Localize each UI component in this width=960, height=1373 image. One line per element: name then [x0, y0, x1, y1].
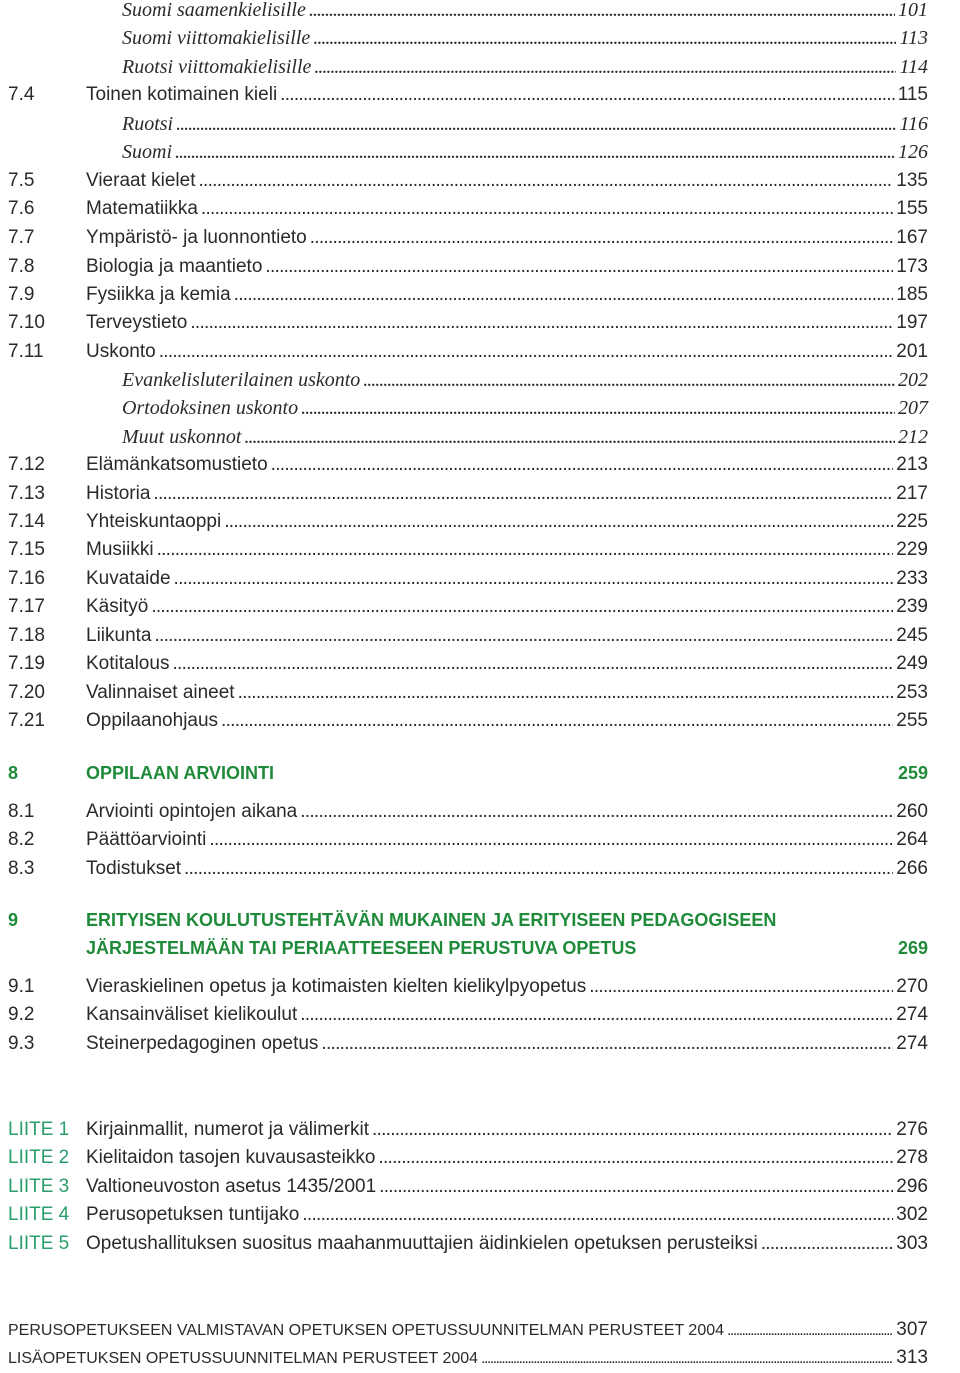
- section-number: 8.3: [8, 858, 35, 879]
- page-number: 259: [897, 763, 928, 783]
- page-number: 173: [896, 256, 928, 277]
- dot-leader: [481, 1345, 893, 1373]
- dot-leader: [589, 973, 893, 1001]
- toc-entry[interactable]: [0, 1030, 960, 1058]
- page-number: 245: [896, 625, 928, 646]
- page-number: 266: [896, 858, 928, 879]
- appendix-entry[interactable]: [0, 1201, 960, 1229]
- appendix-entry[interactable]: [0, 1173, 960, 1201]
- supplement-entry[interactable]: [0, 1344, 960, 1372]
- appendix-number: LIITE 2: [8, 1147, 70, 1168]
- toc-entry[interactable]: [0, 593, 960, 621]
- dot-leader: [184, 855, 893, 883]
- entry-label: Ruotsi: [122, 113, 174, 135]
- dot-leader: [244, 423, 895, 451]
- chapter-title-line-2: JÄRJESTELMÄÄN TAI PERIAATTEESEEN PERUSTUVA OPETUS: [86, 938, 637, 958]
- entry-label: Kirjainmallit, numerot ja välimerkit: [86, 1119, 369, 1140]
- page-number: 260: [896, 801, 928, 822]
- chapter-title: OPPILAAN ARVIOINTI: [86, 763, 275, 783]
- entry-label: Suomi: [122, 141, 172, 163]
- appendix-entry[interactable]: [0, 1144, 960, 1172]
- section-number: 7.10: [8, 312, 45, 333]
- dot-leader: [159, 338, 894, 366]
- appendix-number: LIITE 5: [8, 1233, 70, 1254]
- toc-entry[interactable]: [0, 679, 960, 707]
- toc-entry[interactable]: [0, 855, 960, 883]
- entry-label: Terveystieto: [86, 312, 188, 333]
- dot-leader: [727, 1317, 893, 1345]
- page-number: 229: [896, 539, 928, 560]
- page-number: 264: [896, 829, 928, 850]
- toc-entry[interactable]: [0, 338, 960, 366]
- page-number: 278: [896, 1147, 928, 1168]
- entry-label: Päättöarviointi: [86, 829, 207, 850]
- toc-subentry[interactable]: [0, 24, 960, 52]
- dot-leader: [280, 81, 895, 109]
- entry-label: Valinnaiset aineet: [86, 682, 235, 703]
- toc-subentry[interactable]: [0, 423, 960, 451]
- dot-leader: [310, 224, 894, 252]
- section-number: 7.15: [8, 539, 45, 560]
- entry-label: Kotitalous: [86, 653, 170, 674]
- entry-label: Evankelisluterilainen uskonto: [122, 369, 361, 391]
- page-number: 253: [896, 682, 928, 703]
- toc-entry[interactable]: [0, 508, 960, 536]
- toc-entry[interactable]: [0, 480, 960, 508]
- dot-leader: [209, 826, 893, 854]
- page-number: 313: [896, 1347, 928, 1368]
- entry-label: Historia: [86, 483, 151, 504]
- dot-leader: [363, 366, 895, 394]
- dot-leader: [372, 1116, 893, 1144]
- section-number: 7.13: [8, 483, 45, 504]
- dot-leader: [321, 1030, 893, 1058]
- page-number: 296: [896, 1176, 928, 1197]
- page-number: 212: [898, 426, 928, 448]
- dot-leader: [379, 1173, 893, 1201]
- toc-entry[interactable]: [0, 81, 960, 109]
- chapter-number: 8: [8, 763, 19, 783]
- dot-leader: [300, 1001, 893, 1029]
- toc-entry[interactable]: [0, 253, 960, 281]
- entry-label: Toinen kotimainen kieli: [86, 84, 278, 105]
- toc-subentry[interactable]: [0, 394, 960, 422]
- section-number: 7.18: [8, 625, 45, 646]
- dot-leader: [221, 707, 893, 735]
- dot-leader: [155, 622, 894, 650]
- dot-leader: [190, 309, 893, 337]
- entry-label: Suomi saamenkielisille: [122, 0, 306, 21]
- page-number: 155: [896, 198, 928, 219]
- section-number: 7.19: [8, 653, 45, 674]
- entry-label: Ympäristö- ja luonnontieto: [86, 227, 307, 248]
- section-number: 7.7: [8, 227, 35, 248]
- entry-label: Kielitaidon tasojen kuvausasteikko: [86, 1147, 376, 1168]
- entry-label: Matematiikka: [86, 198, 198, 219]
- dot-leader: [271, 451, 894, 479]
- section-number: 9.2: [8, 1004, 35, 1025]
- entry-label: Yhteiskuntaoppi: [86, 511, 222, 532]
- dot-leader: [175, 138, 895, 166]
- dot-leader: [234, 281, 894, 309]
- dot-leader: [313, 24, 896, 52]
- toc-entry[interactable]: [0, 536, 960, 564]
- section-number: 8.1: [8, 801, 35, 822]
- entry-label: Ruotsi viittomakielisille: [122, 56, 312, 78]
- entry-label: PERUSOPETUKSEEN VALMISTAVAN OPETUKSEN OPETUSSUUNNITELMAN PERUSTEET 2004: [8, 1322, 725, 1339]
- page-number: 185: [896, 284, 928, 305]
- dot-leader: [201, 195, 893, 223]
- toc-entry[interactable]: [0, 451, 960, 479]
- page-number: 197: [896, 312, 928, 333]
- page-number: 213: [896, 454, 928, 475]
- appendix-entry[interactable]: [0, 1116, 960, 1144]
- dot-leader: [761, 1230, 894, 1258]
- page-number: 167: [896, 227, 928, 248]
- section-number: 9.1: [8, 976, 35, 997]
- dot-leader: [302, 1201, 893, 1229]
- page-number: 274: [896, 1033, 928, 1054]
- dot-leader: [224, 508, 893, 536]
- page-number: 274: [896, 1004, 928, 1025]
- page-number: 303: [896, 1233, 928, 1254]
- toc-subentry[interactable]: [0, 138, 960, 166]
- entry-label: Valtioneuvoston asetus 1435/2001: [86, 1176, 377, 1197]
- section-number: 8.2: [8, 829, 35, 850]
- page-number: 101: [898, 0, 928, 21]
- section-number: 7.11: [8, 341, 44, 362]
- dot-leader: [378, 1144, 893, 1172]
- dot-leader: [300, 798, 893, 826]
- dot-leader: [172, 650, 893, 678]
- entry-label: Kuvataide: [86, 568, 171, 589]
- entry-label: Käsityö: [86, 596, 149, 617]
- page-number: 113: [899, 27, 928, 49]
- section-number: 7.16: [8, 568, 45, 589]
- toc-entry[interactable]: [0, 798, 960, 826]
- appendix-entry[interactable]: [0, 1230, 960, 1258]
- page-number: 115: [897, 84, 928, 105]
- section-number: 7.4: [8, 84, 35, 105]
- dot-leader: [151, 593, 893, 621]
- entry-label: Oppilaanohjaus: [86, 710, 219, 731]
- chapter-heading[interactable]: [0, 906, 960, 934]
- dot-leader: [153, 480, 893, 508]
- page-number: 116: [899, 113, 928, 135]
- entry-label: Uskonto: [86, 341, 156, 362]
- entry-label: Vieraat kielet: [86, 170, 196, 191]
- section-number: 7.12: [8, 454, 45, 475]
- toc-entry[interactable]: [0, 565, 960, 593]
- entry-label: Liikunta: [86, 625, 152, 646]
- toc-entry[interactable]: [0, 167, 960, 195]
- toc-entry[interactable]: [0, 973, 960, 1001]
- entry-label: Suomi viittomakielisille: [122, 27, 311, 49]
- chapter-number: 9: [8, 910, 19, 930]
- chapter-title-line-1: ERITYISEN KOULUTUSTEHTÄVÄN MUKAINEN JA ERITYISEEN PEDAGOGISEEN: [86, 910, 777, 930]
- page-number: 270: [896, 976, 928, 997]
- page-number: 201: [896, 341, 928, 362]
- appendix-number: LIITE 1: [8, 1119, 70, 1140]
- entry-label: Arviointi opintojen aikana: [86, 801, 298, 822]
- toc-entry[interactable]: [0, 281, 960, 309]
- page-number: 135: [896, 170, 928, 191]
- toc-entry[interactable]: [0, 1001, 960, 1029]
- entry-label: Steinerpedagoginen opetus: [86, 1033, 319, 1054]
- entry-label: Fysiikka ja kemia: [86, 284, 231, 305]
- dot-leader: [176, 110, 896, 138]
- toc-entry[interactable]: [0, 707, 960, 735]
- supplement-entry[interactable]: [0, 1316, 960, 1344]
- page-number: 225: [896, 511, 928, 532]
- toc-entry[interactable]: [0, 195, 960, 223]
- dot-leader: [199, 167, 894, 195]
- entry-label: Perusopetuksen tuntijako: [86, 1204, 300, 1225]
- section-number: 9.3: [8, 1033, 35, 1054]
- page-number: 249: [896, 653, 928, 674]
- section-number: 7.5: [8, 170, 35, 191]
- dot-leader: [314, 53, 896, 81]
- entry-label: Musiikki: [86, 539, 154, 560]
- page-number: 276: [896, 1119, 928, 1140]
- dot-leader: [157, 536, 894, 564]
- appendix-number: LIITE 3: [8, 1176, 70, 1197]
- section-number: 7.9: [8, 284, 35, 305]
- dot-leader: [309, 0, 895, 24]
- dot-leader: [301, 394, 895, 422]
- toc-entry[interactable]: [0, 826, 960, 854]
- entry-label: Ortodoksinen uskonto: [122, 397, 299, 419]
- page-number: 114: [899, 56, 928, 78]
- entry-label: Biologia ja maantieto: [86, 256, 263, 277]
- toc-entry[interactable]: [0, 622, 960, 650]
- appendix-number: LIITE 4: [8, 1204, 70, 1225]
- entry-label: LISÄOPETUKSEN OPETUSSUUNNITELMAN PERUSTEET 2004: [8, 1350, 479, 1367]
- chapter-heading[interactable]: [0, 759, 960, 787]
- toc-subentry[interactable]: [0, 110, 960, 138]
- toc-subentry[interactable]: [0, 0, 960, 24]
- toc-entry[interactable]: [0, 309, 960, 337]
- section-number: 7.17: [8, 596, 45, 617]
- entry-label: Muut uskonnot: [122, 426, 242, 448]
- section-number: 7.20: [8, 682, 45, 703]
- page-number: 302: [896, 1204, 928, 1225]
- entry-label: Elämänkatsomustieto: [86, 454, 268, 475]
- chapter-heading-continued[interactable]: [0, 934, 960, 962]
- page-number: 307: [896, 1319, 928, 1340]
- section-number: 7.8: [8, 256, 35, 277]
- section-number: 7.6: [8, 198, 35, 219]
- page-number: 239: [896, 596, 928, 617]
- entry-label: Opetushallituksen suositus maahanmuuttajien äidinkielen opetuksen perusteiksi: [86, 1233, 758, 1254]
- toc-entry[interactable]: [0, 224, 960, 252]
- page-number: 269: [897, 938, 928, 958]
- toc-entry[interactable]: [0, 650, 960, 678]
- dot-leader: [174, 565, 894, 593]
- page-number: 217: [896, 483, 928, 504]
- toc-subentry[interactable]: [0, 366, 960, 394]
- page-number: 202: [898, 369, 928, 391]
- page-number: 126: [898, 141, 928, 163]
- entry-label: Vieraskielinen opetus ja kotimaisten kielten kielikylpyopetus: [86, 976, 587, 997]
- dot-leader: [238, 679, 894, 707]
- toc-subentry[interactable]: [0, 53, 960, 81]
- section-number: 7.14: [8, 511, 45, 532]
- dot-leader: [265, 253, 893, 281]
- page-number: 207: [898, 397, 928, 419]
- page-number: 233: [896, 568, 928, 589]
- page-number: 255: [896, 710, 928, 731]
- entry-label: Kansainväliset kielikoulut: [86, 1004, 298, 1025]
- entry-label: Todistukset: [86, 858, 182, 879]
- section-number: 7.21: [8, 710, 45, 731]
